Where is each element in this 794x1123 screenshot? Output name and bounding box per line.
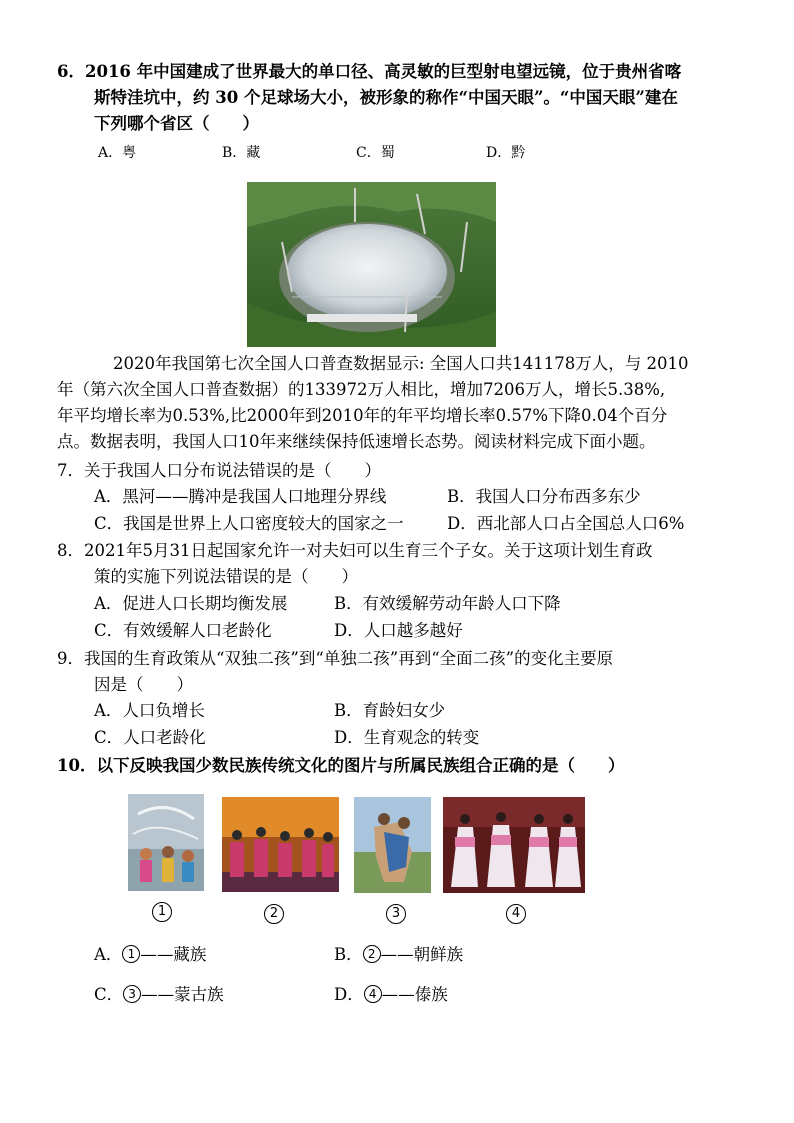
q9-option-d: D．生育观念的转变 <box>334 728 480 747</box>
q10-option-b-num: 2 <box>363 945 381 963</box>
q10-option-a-letter: A． <box>94 945 123 964</box>
q10-option-b <box>334 944 463 966</box>
caption-2: 2 <box>262 902 286 926</box>
q10-option-c-num: 3 <box>123 985 141 1003</box>
caption-3: 3 <box>384 902 408 926</box>
q6-stem-line1: 6．2016 年中国建成了世界最大的单口径、高灵敏的巨型射电望远镜，位于贵州省喀 <box>57 62 682 81</box>
q7-option-a: A．黑河——腾冲是我国人口地理分界线 <box>94 487 387 506</box>
q10-option-b-text: ——朝鲜族 <box>380 945 464 964</box>
q8-option-c: C．有效缓解人口老龄化 <box>94 621 272 640</box>
drum-dance-photo <box>443 797 585 893</box>
q9-stem-line1: 9．我国的生育政策从“双独二孩”到“单独二孩”再到“全面二孩”的变化主要原 <box>57 649 614 668</box>
material-line1: 2020年我国第七次全国人口普查数据显示: 全国人口共141178万人，与 2010 <box>113 354 689 373</box>
q10-stem: 10．以下反映我国少数民族传统文化的图片与所属民族组合正确的是（ ） <box>57 756 625 775</box>
q10-option-c-letter: C． <box>94 985 124 1004</box>
caption-1: 1 <box>150 900 174 924</box>
q10-option-d <box>334 984 448 1006</box>
material-line2: 年（第六次全国人口普查数据）的133972万人相比，增加7206万人，增长5.38%, <box>57 380 666 399</box>
q10-option-a-num: 1 <box>122 945 140 963</box>
q9-option-b: B．育龄妇女少 <box>334 701 446 720</box>
material-line4: 点。数据表明，我国人口10年来继续保持低速增长态势。阅读材料完成下面小题。 <box>57 432 656 451</box>
q6-option-c: C．蜀 <box>356 145 395 161</box>
q10-option-b-letter: B． <box>334 945 363 964</box>
q9-option-c: C．人口老龄化 <box>94 728 206 747</box>
q10-option-a <box>94 944 206 966</box>
telescope-photo <box>247 182 496 347</box>
q7-stem: 7．关于我国人口分布说法错误的是（ ） <box>57 461 381 480</box>
q6-option-d: D．黔 <box>486 145 526 161</box>
q8-stem-line2: 策的实施下列说法错误的是（ ） <box>94 567 358 586</box>
q8-option-b: B．有效缓解劳动年龄人口下降 <box>334 594 561 613</box>
q6-option-a: A．粤 <box>98 145 137 161</box>
material-line3: 年平均增长率为0.53%,比2000年到2010年的年平均增长率0.57%下降0.04个百分 <box>57 406 668 425</box>
q8-option-d: D．人口越多越好 <box>334 621 463 640</box>
water-festival-photo <box>128 794 204 891</box>
q10-option-c <box>94 984 224 1006</box>
q6-stem-line3: 下列哪个省区（ ） <box>94 114 259 133</box>
dance-stage-photo <box>222 797 339 892</box>
q7-option-d: D．西北部人口占全国总人口6% <box>447 514 685 533</box>
q10-option-d-num: 4 <box>364 985 382 1003</box>
caption-4: 4 <box>504 902 528 926</box>
wrestling-photo <box>354 797 431 893</box>
q10-option-d-letter: D． <box>334 985 364 1004</box>
q6-option-b: B．藏 <box>222 145 261 161</box>
q10-option-c-text: ——蒙古族 <box>141 985 224 1004</box>
q9-stem-line2: 因是（ ） <box>94 675 193 694</box>
q7-option-c: C．我国是世界上人口密度较大的国家之一 <box>94 514 404 533</box>
q10-option-d-text: ——傣族 <box>381 985 448 1004</box>
q8-option-a: A．促进人口长期均衡发展 <box>94 594 288 613</box>
q9-option-a: A．人口负增长 <box>94 701 205 720</box>
q8-stem-line1: 8．2021年5月31日起国家允许一对夫妇可以生育三个子女。关于这项计划生育政 <box>57 541 653 560</box>
q10-option-a-text: ——藏族 <box>140 945 207 964</box>
q6-stem-line2: 斯特洼坑中，约 30 个足球场大小，被形象的称作“中国天眼”。“中国天眼”建在 <box>94 88 678 107</box>
q7-option-b: B．我国人口分布西多东少 <box>447 487 641 506</box>
